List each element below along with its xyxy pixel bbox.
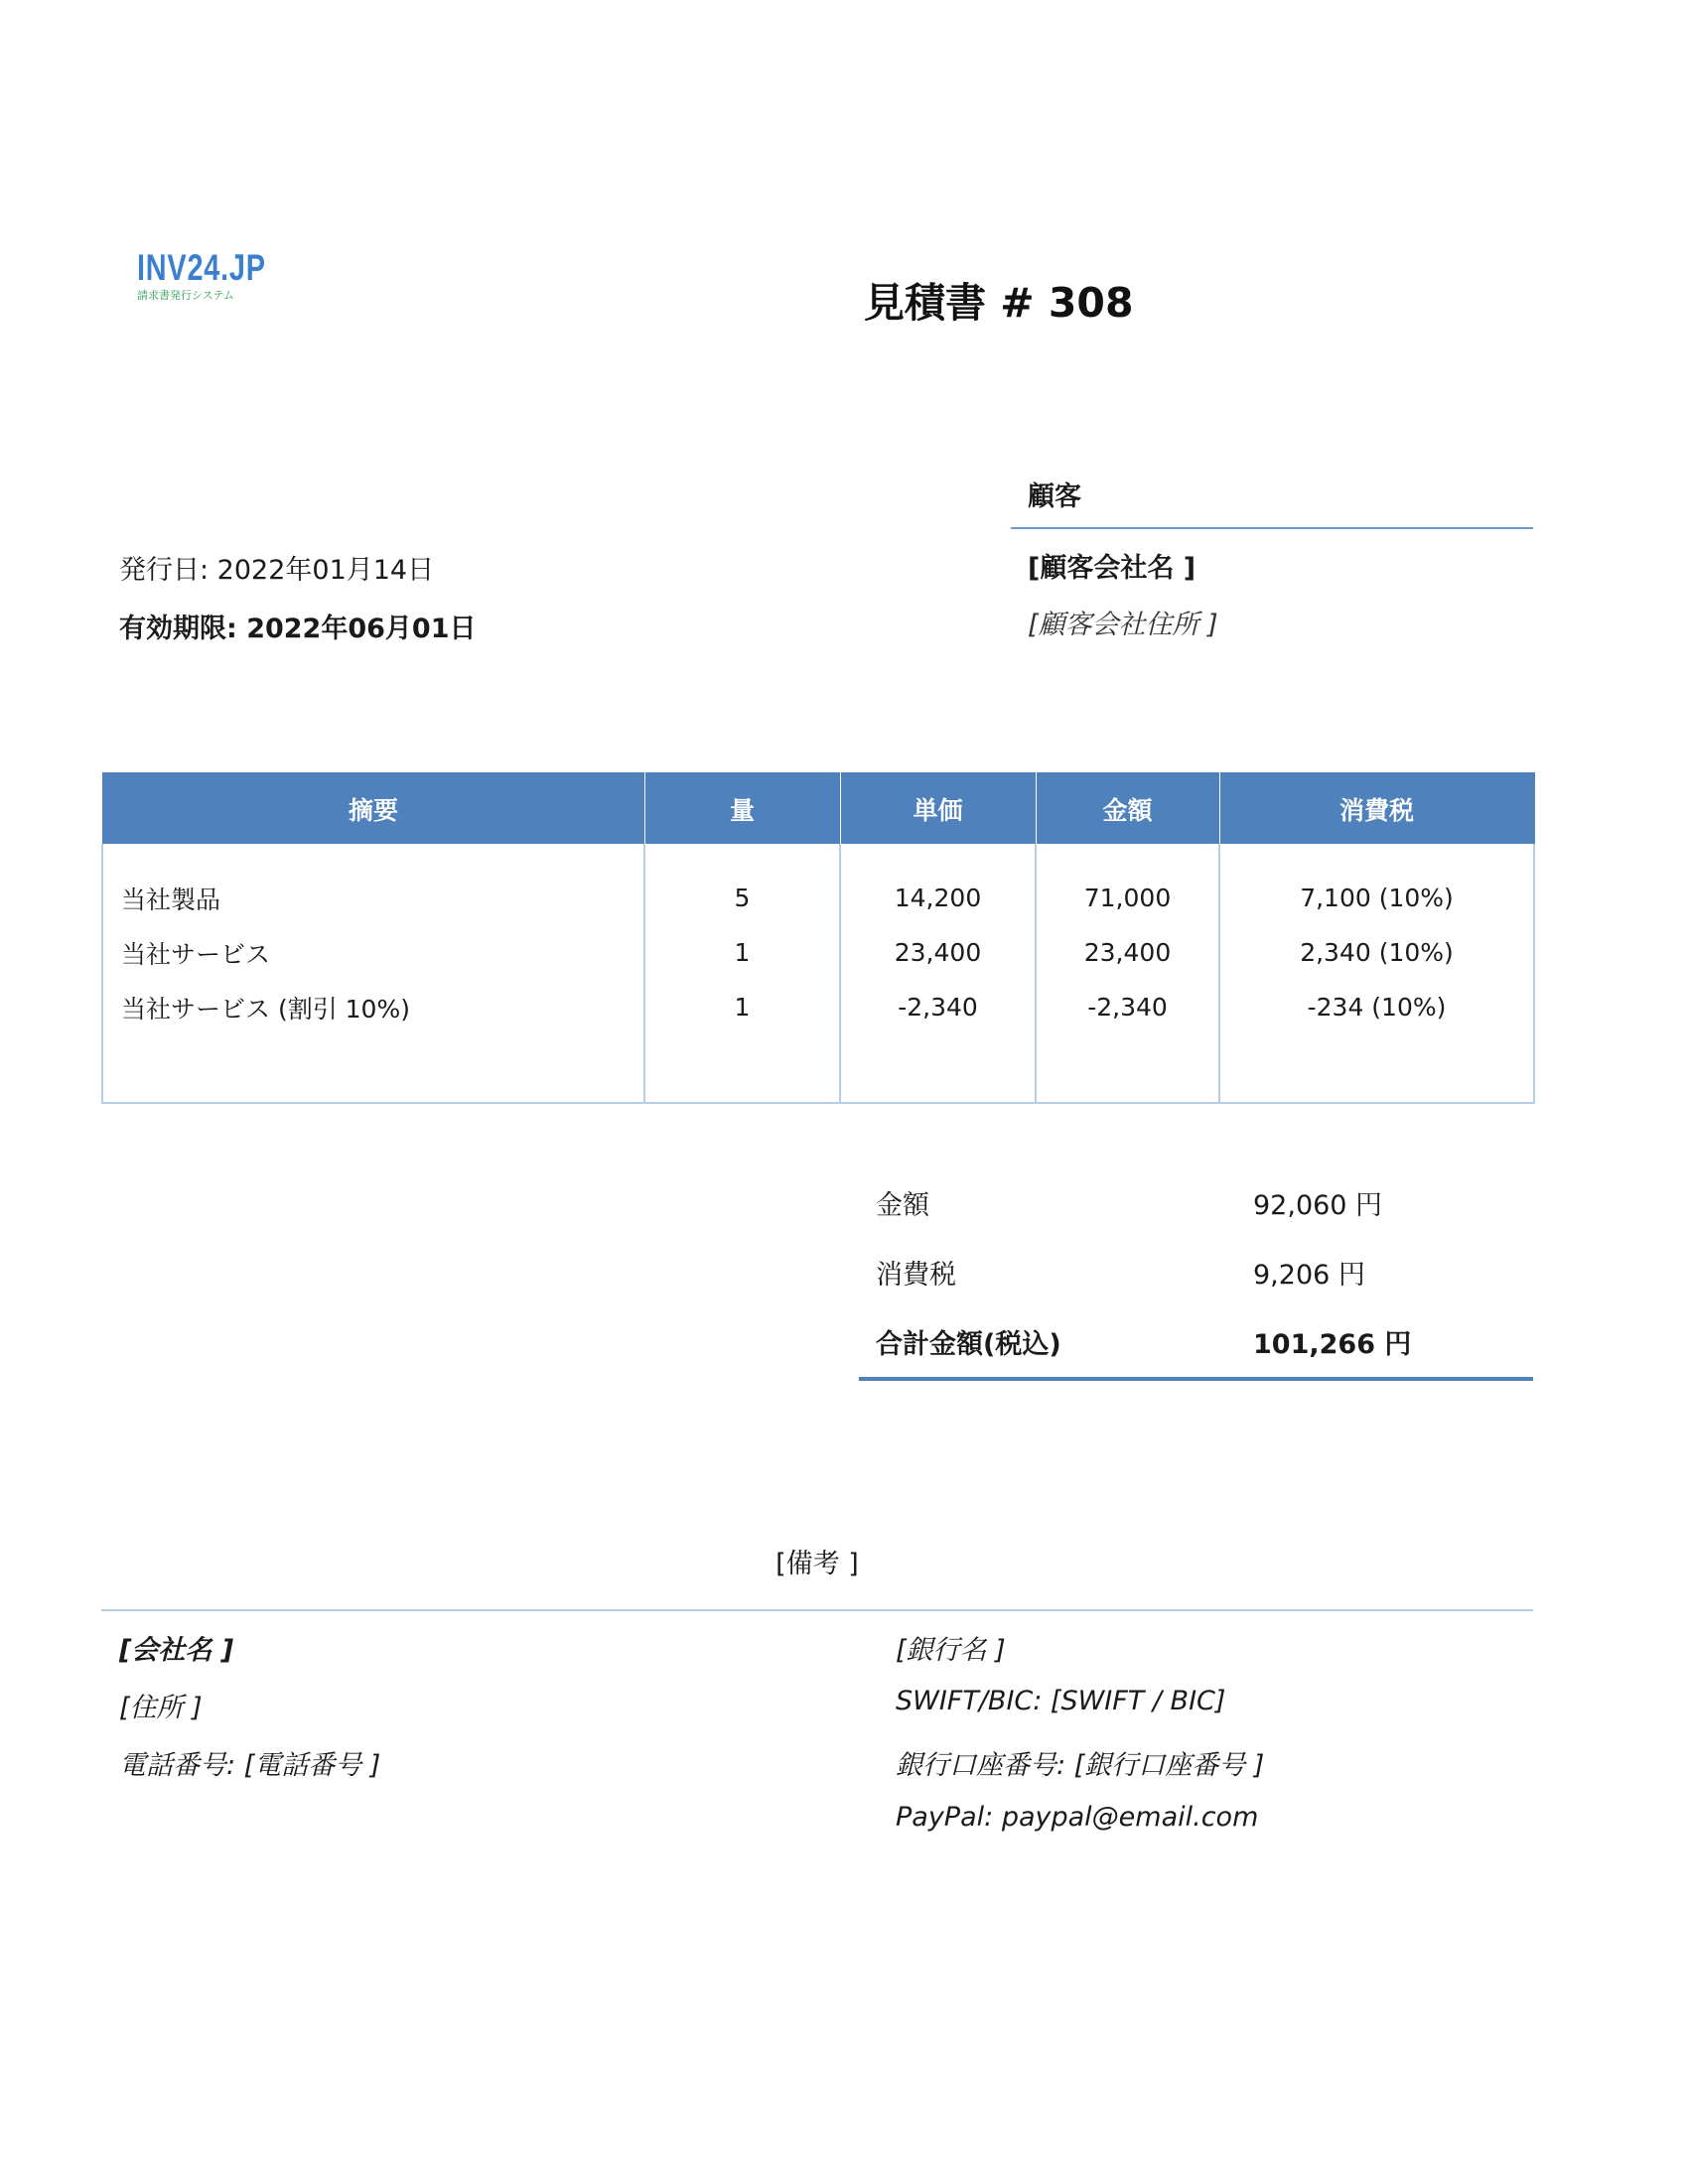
item-description: 当社サービス (割引 10%) [102, 980, 644, 1034]
customer-divider [1011, 527, 1533, 529]
seller-address: [住所 ] [119, 1693, 203, 1723]
subtotal-label: 金額 [876, 1190, 929, 1221]
logo-brand: INV24.JP [137, 247, 266, 288]
customer-company-name: [顧客会社名 ] [1028, 553, 1196, 584]
table-row [102, 845, 1534, 926]
item-unit-price: 14,200 [840, 845, 1036, 926]
table-spacer-row [102, 1034, 1534, 1103]
table-row [102, 980, 1534, 1034]
subtotal-value: 92,060 円 [1253, 1190, 1383, 1221]
seller-company-name: [会社名 ] [119, 1635, 234, 1666]
item-description: 当社サービス [102, 925, 644, 980]
valid-until-date: 有効期限: 2022年06月01日 [119, 614, 477, 644]
item-quantity: 5 [644, 845, 840, 926]
tax-label: 消費税 [876, 1260, 956, 1291]
item-tax: -234 (10%) [1219, 980, 1534, 1034]
items-table [101, 772, 1535, 1104]
item-quantity: 1 [644, 980, 840, 1034]
bank-account: 銀行口座番号: [銀行口座番号 ] [896, 1750, 1265, 1781]
bank-paypal: PayPal: paypal@email.com [896, 1802, 1259, 1833]
table-row [102, 925, 1534, 980]
item-unit-price: 23,400 [840, 925, 1036, 980]
item-amount: -2,340 [1036, 980, 1219, 1034]
notes: [備考 ] [775, 1549, 859, 1579]
totals-divider [859, 1377, 1533, 1381]
item-tax: 2,340 (10%) [1219, 925, 1534, 980]
seller-phone: 電話番号: [電話番号 ] [119, 1750, 381, 1781]
header-tax: 消費税 [1219, 773, 1534, 845]
header-description: 摘要 [102, 773, 644, 845]
tax-value: 9,206 円 [1253, 1260, 1365, 1291]
header-quantity: 量 [644, 773, 840, 845]
header-amount: 金額 [1036, 773, 1219, 845]
item-unit-price: -2,340 [840, 980, 1036, 1034]
items-header-row [102, 773, 1534, 845]
total-value: 101,266 円 [1253, 1329, 1412, 1360]
bank-swift: SWIFT/BIC: [SWIFT / BIC] [896, 1686, 1226, 1716]
footer-divider [101, 1609, 1533, 1611]
issue-date: 発行日: 2022年01月14日 [119, 555, 435, 586]
total-label: 合計金額(税込) [876, 1329, 1061, 1360]
header-unit-price: 単価 [840, 773, 1036, 845]
item-amount: 71,000 [1036, 845, 1219, 926]
bank-name: [銀行名 ] [896, 1635, 1006, 1666]
logo-tagline: 請求書発行システム [137, 289, 234, 302]
customer-company-address: [顧客会社住所 ] [1028, 610, 1218, 640]
item-description: 当社製品 [102, 845, 644, 926]
document-title: 見積書 # 308 [864, 279, 1134, 327]
item-tax: 7,100 (10%) [1219, 845, 1534, 926]
item-quantity: 1 [644, 925, 840, 980]
customer-heading: 顧客 [1028, 481, 1081, 512]
item-amount: 23,400 [1036, 925, 1219, 980]
company-logo [137, 248, 276, 302]
